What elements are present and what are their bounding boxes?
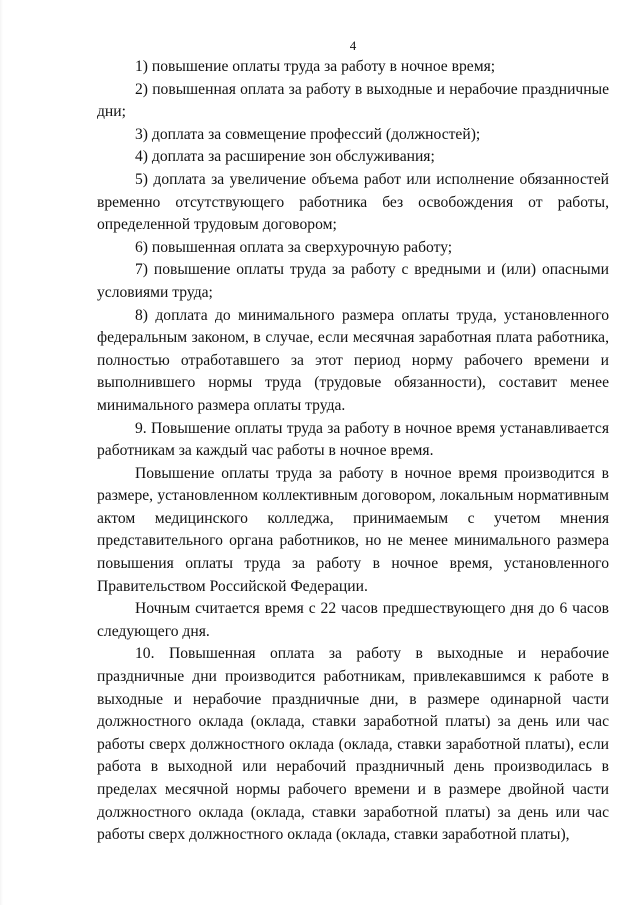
paragraph-night-pay: Повышение оплаты труда за работу в ночное время производится в размере, установленном коллективным договором, локальным нормативным актом медицинского колледжа, принимаемым с учетом мнения представительного органа работников, но не менее минимального размера повышения оплаты труда за работу в ночное время, установленного Правительством Российской Федерации. [97,464,609,595]
paragraph-item-8: 8) доплата до минимального размера оплаты труда, установленного федеральным законом, в случае, если месячная заработная плата работника, полностью отработавшего за этот период норму рабочего времени и выполнившего нормы труда (трудовые обязанности), составит менее минимального размера оплаты труда. [97,306,609,414]
paragraph-night-time: Ночным считается время с 22 часов предшествующего дня до 6 часов следующего дня. [97,600,609,640]
page-number: 4 [349,38,357,53]
document-body [97,56,609,847]
paragraph-item-3: 3) доплата за совмещение профессий (должностей); [135,125,481,143]
paragraph-item-2: 2) повышенная оплата за работу в выходные и нерабочие праздничные дни; [97,80,609,121]
paragraph-item-4: 4) доплата за расширение зон обслуживания; [135,148,435,166]
paragraph-item-7: 7) повышение оплаты труда за работу с вредными и (или) опасными условиями труда; [97,261,609,301]
scan-edge [0,0,3,905]
paragraph-clause-10: 10. Повышенная оплата за работу в выходные и нерабочие праздничные дни производится работникам, привлекавшимся к работе в выходные и нерабочие праздничные дни, в размере одинарной части должностного оклада (оклада, ставки заработной платы) за день или час работы сверх должностного оклада (оклада, ставки заработной платы), если работа в выходной или нерабочий праздничный день производилась в пределах месячной нормы рабочего времени и в размере двойной части должностного оклада (оклада, ставки заработной платы) за день или час работы сверх должностного оклада (оклада, ставки заработной платы), [97,645,609,844]
paragraph-item-5: 5) доплата за увеличение объема работ или исполнение обязанностей временно отсутствующего работника без освобождения от работы, определенной трудовым договором; [97,170,609,234]
paragraph-clause-9: 9. Повышение оплаты труда за работу в ночное время устанавливается работникам за каждый час работы в ночное время. [97,419,609,460]
paragraph-item-1: 1) повышение оплаты труда за работу в ночное время; [135,58,496,75]
paragraph-item-6: 6) повышенная оплата за сверхурочную работу; [135,238,453,256]
